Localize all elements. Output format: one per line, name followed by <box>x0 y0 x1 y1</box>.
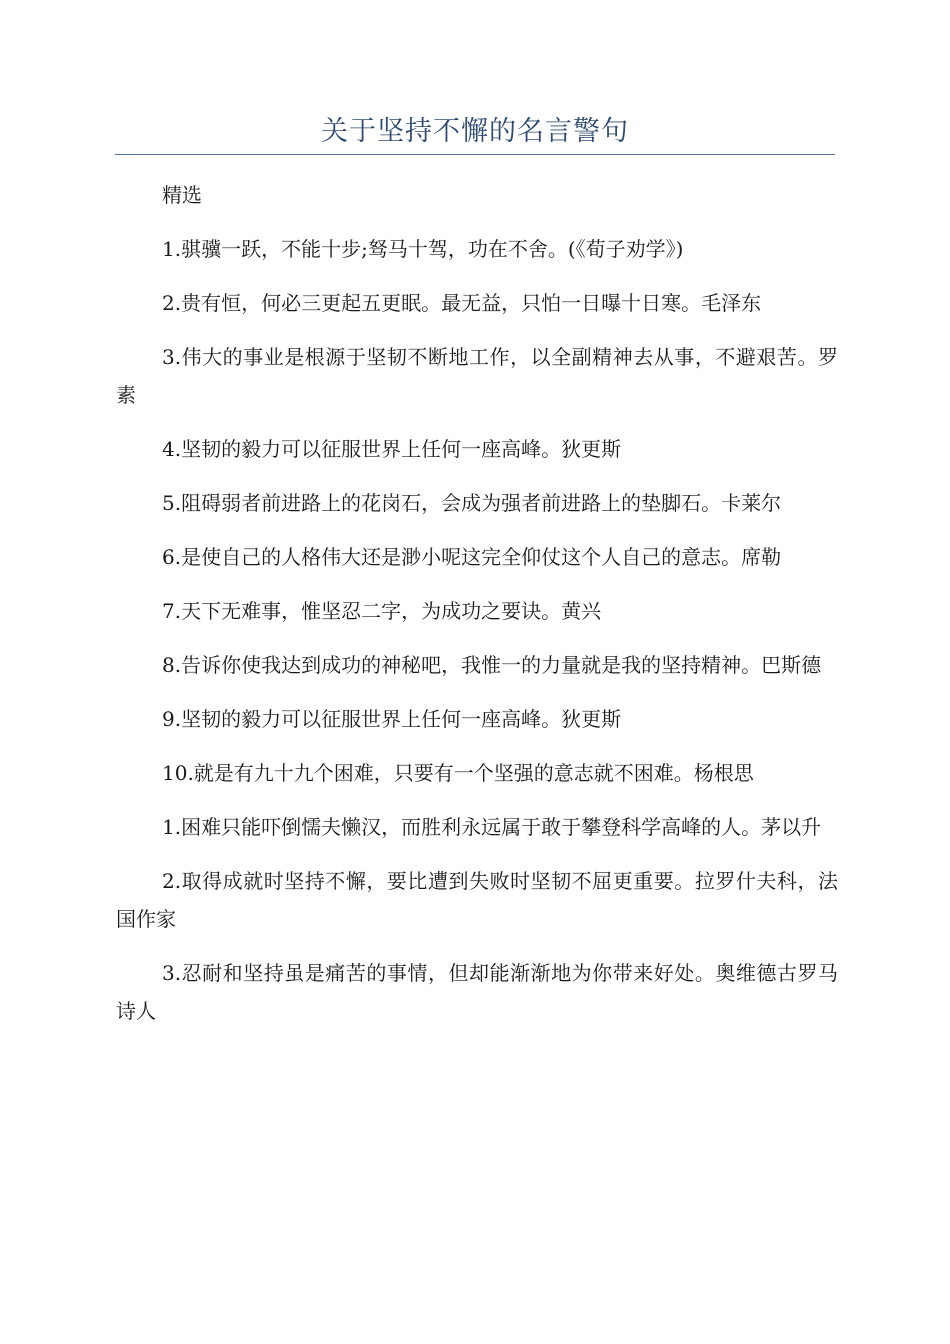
quote-paragraph: 7.天下无难事，惟坚忍二字，为成功之要诀。黄兴 <box>162 599 602 623</box>
quote-paragraph: 1.骐骥一跃，不能十步;驽马十驾，功在不舍。(《荀子劝学》) <box>162 237 684 261</box>
quote-paragraph: 4.坚韧的毅力可以征服世界上任何一座高峰。狄更斯 <box>162 437 622 461</box>
quote-paragraph: 3.忍耐和坚持虽是痛苦的事情，但却能渐渐地为你带来好处。奥维德古罗马诗人 <box>116 961 838 1023</box>
quote-paragraph: 8.告诉你使我达到成功的神秘吧，我惟一的力量就是我的坚持精神。巴斯德 <box>162 653 822 677</box>
document-title: 关于坚持不懈的名言警句 <box>321 116 629 147</box>
paragraph-heading: 精选 <box>162 183 202 207</box>
quote-paragraph: 10.就是有九十九个困难，只要有一个坚强的意志就不困难。杨根思 <box>162 761 754 785</box>
title-underline <box>115 154 835 155</box>
quote-paragraph: 3.伟大的事业是根源于坚韧不断地工作，以全副精神去从事，不避艰苦。罗素 <box>116 345 838 407</box>
quote-paragraph: 9.坚韧的毅力可以征服世界上任何一座高峰。狄更斯 <box>162 707 622 731</box>
quote-paragraph: 6.是使自己的人格伟大还是渺小呢这完全仰仗这个人自己的意志。席勒 <box>162 545 782 569</box>
quote-paragraph: 2.贵有恒，何必三更起五更眠。最无益，只怕一日曝十日寒。毛泽东 <box>162 291 762 315</box>
document-body <box>116 176 838 1046</box>
quote-paragraph: 1.困难只能吓倒懦夫懒汉，而胜利永远属于敢于攀登科学高峰的人。茅以升 <box>162 815 822 839</box>
quote-paragraph: 2.取得成就时坚持不懈，要比遭到失败时坚韧不屈更重要。拉罗什夫科，法国作家 <box>116 869 838 931</box>
quote-paragraph: 5.阻碍弱者前进路上的花岗石，会成为强者前进路上的垫脚石。卡莱尔 <box>162 491 782 515</box>
